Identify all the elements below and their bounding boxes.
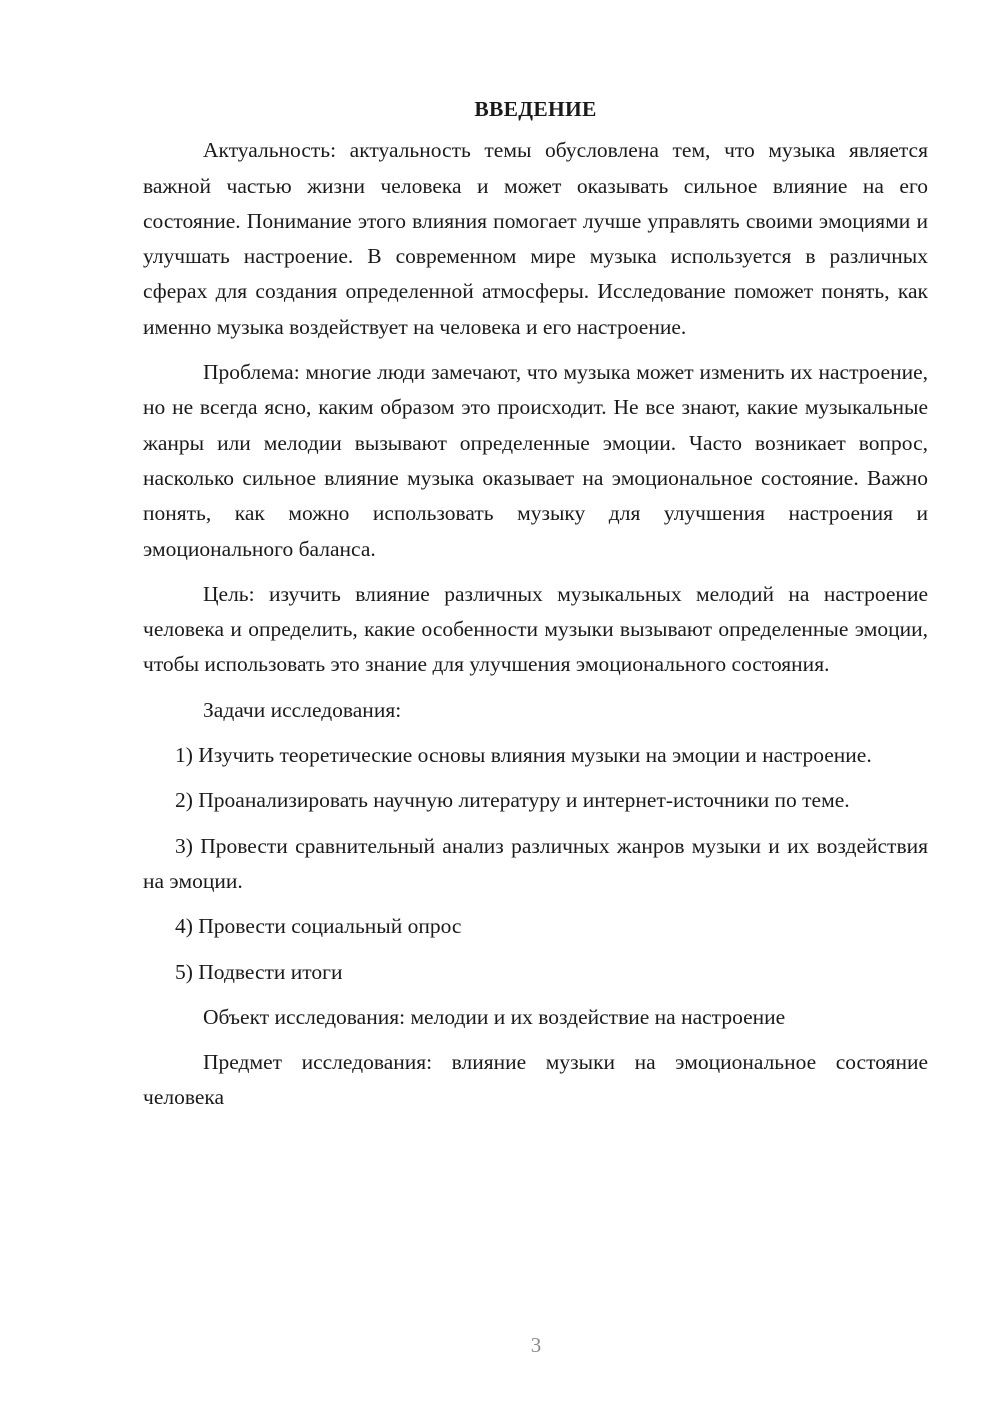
document-page	[143, 92, 928, 1126]
page-title: ВВЕДЕНИЕ	[474, 97, 597, 121]
goal-paragraph: Цель: изучить влияние различных музыкальных мелодий на настроение человека и определить, какие особенности музыки вызывают определенные эмоции, чтобы использовать это знание для улучшения эмоционального состояния.	[143, 581, 928, 677]
task-item-4: 4) Провести социальный опрос	[175, 914, 462, 939]
task-item-5: 5) Подвести итоги	[175, 959, 343, 984]
problem-paragraph: Проблема: многие люди замечают, что музыка может изменить их настроение, но не всегда ясно, каким образом это происходит. Не все знают, какие музыкальные жанры или мелодии вызывают определенные эмоции. Часто возникает вопрос, насколько сильное влияние музыка оказывает на эмоциональное состояние. Важно понять, как можно использовать музыку для улучшения настроения и эмоционального баланса.	[143, 360, 928, 561]
research-object: Объект исследования: мелодии и их воздействие на настроение	[203, 1004, 786, 1029]
task-item-1: 1) Изучить теоретические основы влияния музыки на эмоции и настроение.	[175, 743, 872, 768]
task-item-2: 2) Проанализировать научную литературу и интернет-источники по теме.	[175, 788, 850, 813]
tasks-heading: Задачи исследования:	[203, 697, 402, 722]
research-subject: Предмет исследования: влияние музыки на эмоциональное состояние человека	[143, 1050, 928, 1110]
page-number: 3	[530, 1333, 542, 1357]
relevance-paragraph: Актуальность: актуальность темы обусловлена тем, что музыка является важной частью жизни человека и может оказывать сильное влияние на его состояние. Понимание этого влияния помогает лучше управлять своими эмоциями и улучшать настроение. В современном мире музыка используется в различных сферах для создания определенной атмосферы. Исследование поможет понять, как именно музыка воздействует на человека и его настроение.	[143, 138, 928, 339]
task-item-3: 3) Провести сравнительный анализ различных жанров музыки и их воздействия на эмоции.	[143, 833, 928, 893]
